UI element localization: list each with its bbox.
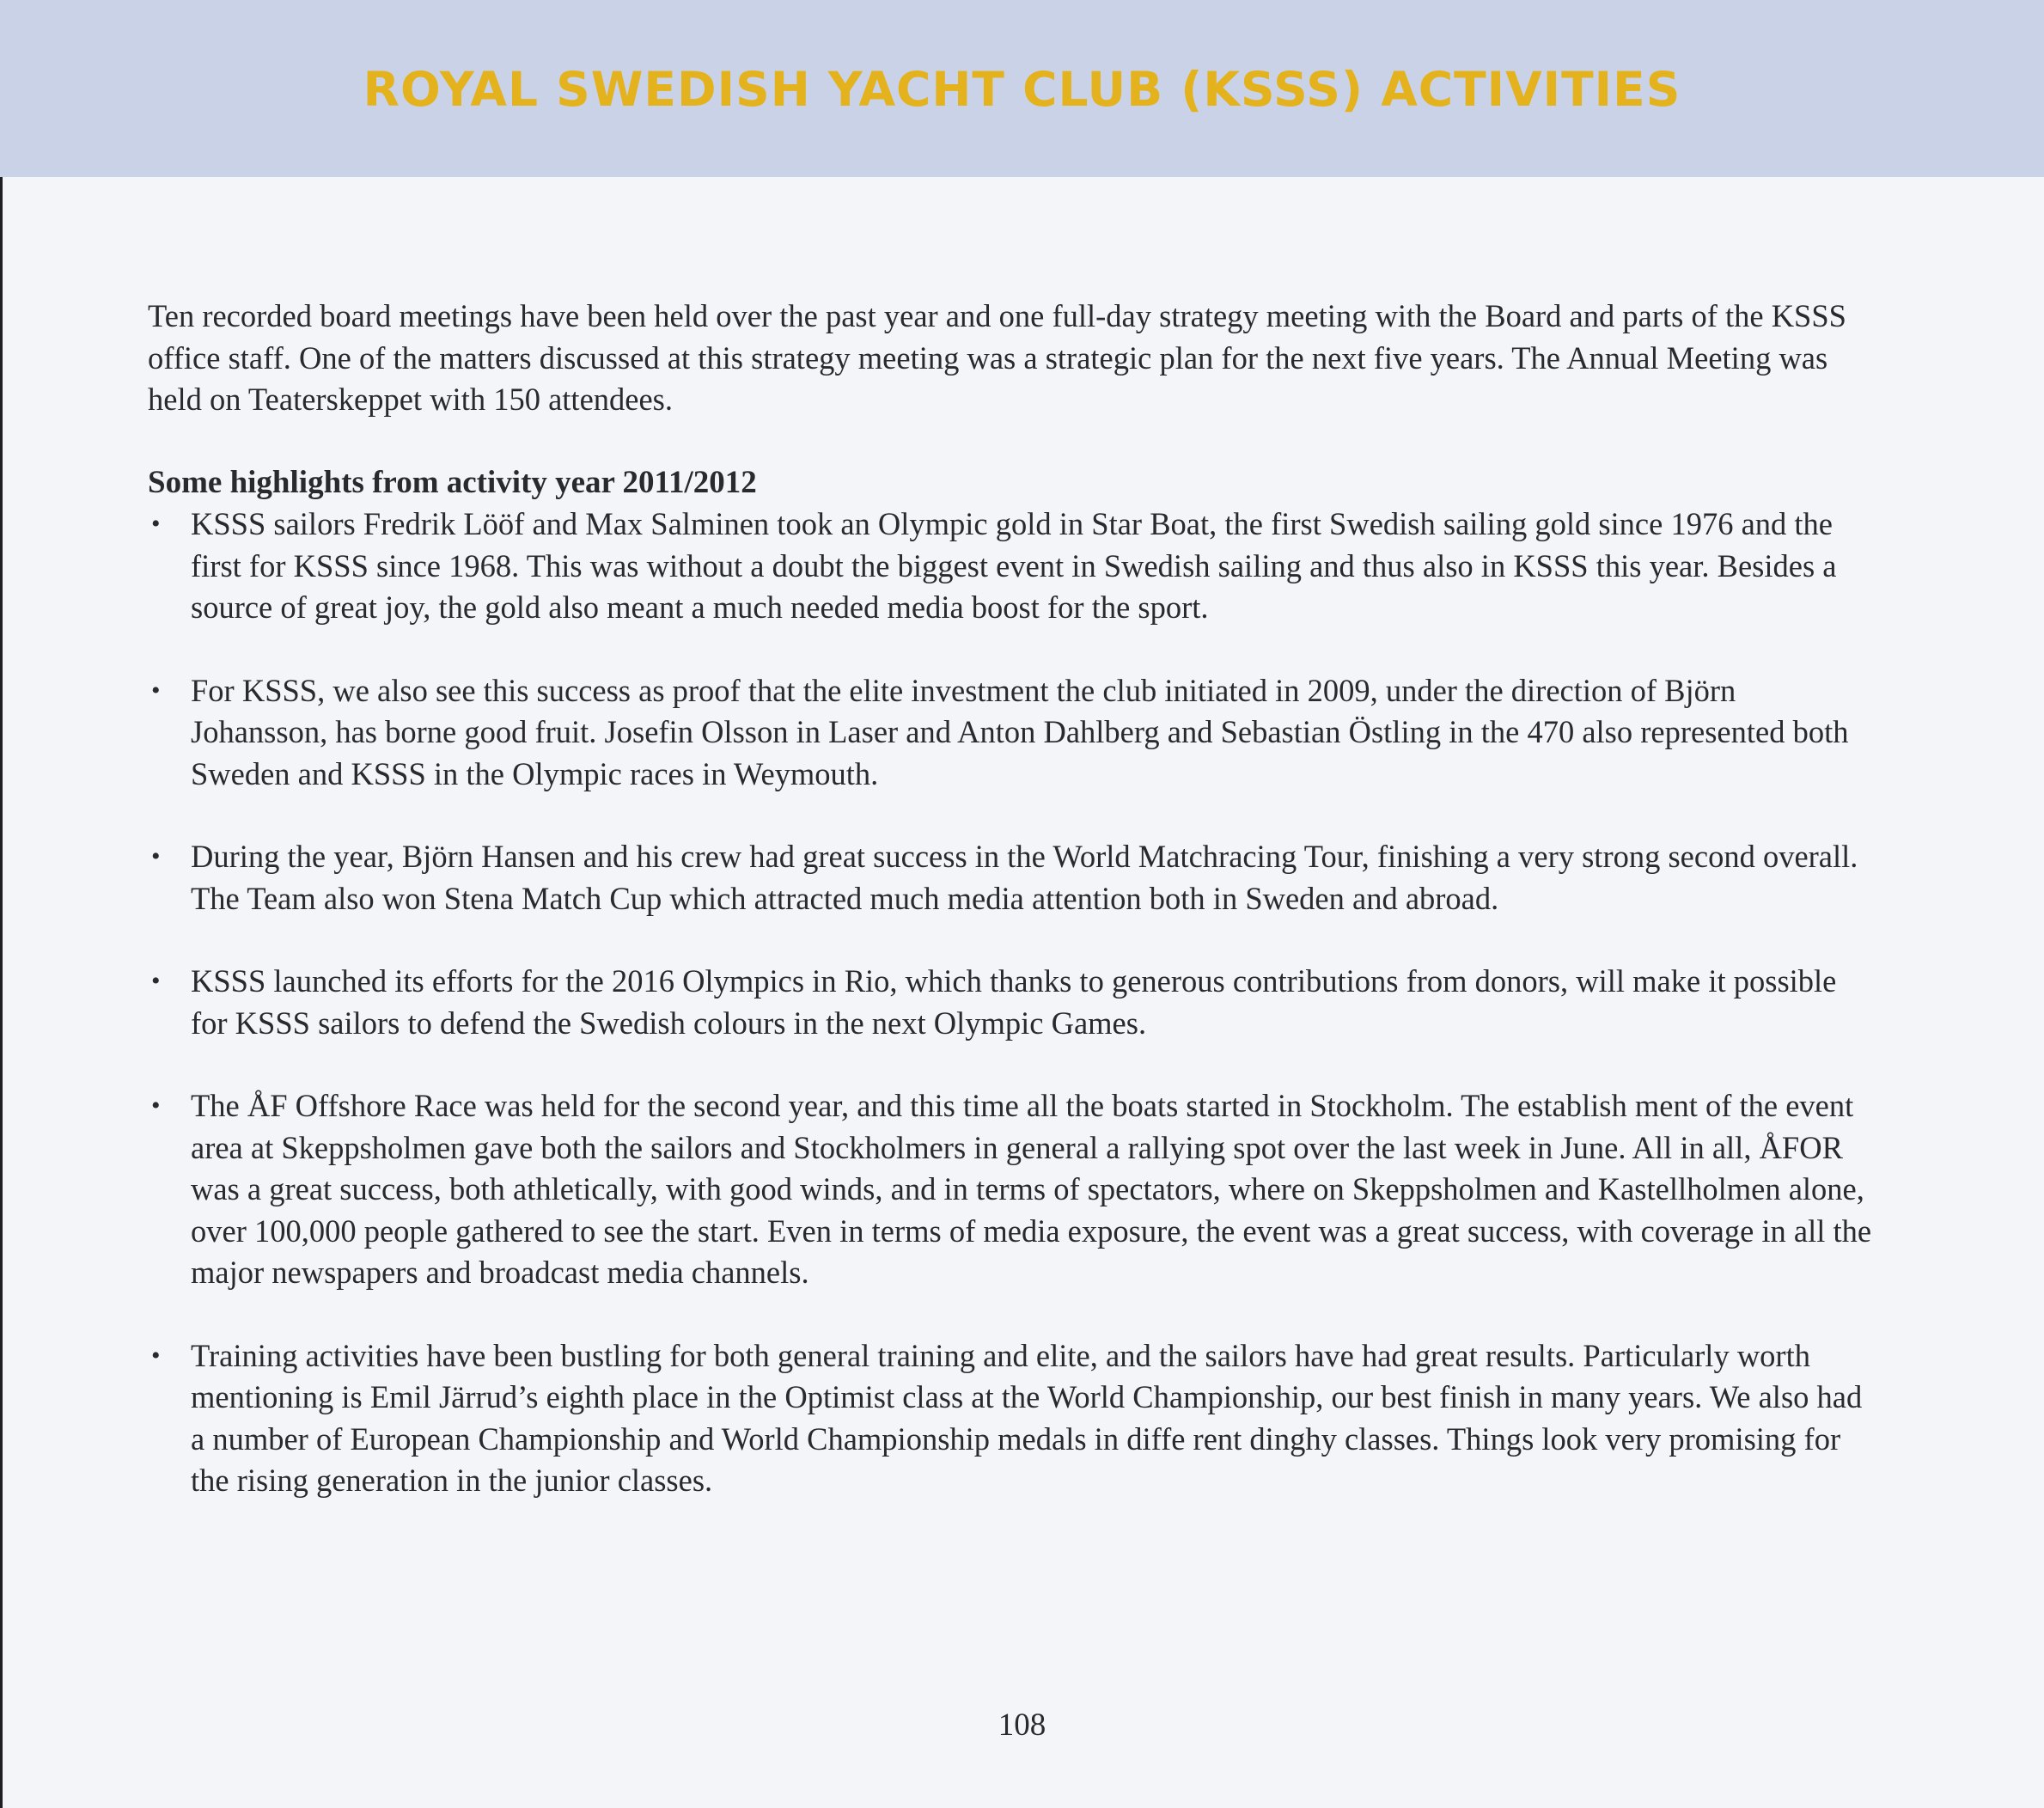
page-edge — [0, 0, 3, 1808]
page-title: ROYAL SWEDISH YACHT CLUB (KSSS) ACTIVITIES — [363, 62, 1681, 117]
list-item — [148, 1085, 1875, 1294]
bullet-icon: • — [151, 675, 161, 705]
highlights-heading: Some highlights from activity year 2011/2012 — [148, 464, 757, 500]
list-item — [148, 1335, 1875, 1502]
list-item — [148, 670, 1875, 796]
list-item-text: During the year, Björn Hansen and his crew had great success in the World Matchracing Tour, finishing a very strong second overall. The Team also won Stena Match Cup which attracted much media attention both in Sweden and abroad. — [191, 839, 1858, 916]
list-item — [148, 961, 1875, 1044]
bullet-icon: • — [151, 1341, 161, 1370]
bullet-icon: • — [151, 510, 161, 538]
list-item-text: The ÅF Offshore Race was held for the second year, and this time all the boats started in Stockholm. The establish ment of the event area at Skeppsholmen gave both the sailors and Stockholmers in general a rallying spot over the last week in June. All in all, ÅFOR was a great success, both athletically, with good winds, and in terms of spectators, where on Skeppsholmen and Kastellholmen alone, over 100,000 people gathered to see the start. Even in terms of media exposure, the event was a great success, with coverage in all the major newspapers and broadcast media channels. — [191, 1088, 1872, 1290]
list-item-text: KSSS launched its efforts for the 2016 Olympics in Rio, which thanks to generous contributions from donors, will make it possible for KSSS sailors to defend the Swedish colours in the next Olympic Games. — [191, 963, 1837, 1041]
header-band — [0, 0, 2044, 177]
bullet-icon: • — [151, 967, 161, 995]
list-item — [148, 836, 1875, 919]
list-item-text: Training activities have been bustling for both general training and elite, and the sailors have had great results. Particularly worth mentioning is Emil Järrud’s eighth place in the Optimist class at the World Championship, our best finish in many years. We also had a number of European Championship and World Championship medals in diffe rent dinghy classes. Things look very promising for the rising generation in the junior classes. — [191, 1337, 1863, 1498]
page-number: 108 — [998, 1707, 1046, 1743]
bullet-icon: • — [151, 842, 161, 870]
list-item-text: For KSSS, we also see this success as proof that the elite investment the club initiated in 2009, under the direction of Björn Johansson, has borne good fruit. Josefin Olsson in Laser and Anton Dahlberg and Sebastian Östling in the 470 also represented both Sweden and KSSS in the Olympic races in Weymouth. — [191, 672, 1849, 791]
list-item — [148, 504, 1875, 629]
intro-paragraph: Ten recorded board meetings have been held over the past year and one full-day strategy meeting with the Board and parts of the KSSS office staff. One of the matters discussed at this strategy meeting was a strategic plan for the next five years. The Annual Meeting was held on Teaterskeppet with 150 attendees. — [148, 298, 1846, 417]
page-content — [148, 296, 1875, 1502]
highlights-list — [148, 504, 1875, 1502]
list-item-text: KSSS sailors Fredrik Lööf and Max Salminen took an Olympic gold in Star Boat, the first Swedish sailing gold since 1976 and the first for KSSS since 1968. This was without a doubt the biggest event in Swedish sailing and thus also in KSSS this year. Besides a source of great joy, the gold also meant a much needed media boost for the sport. — [191, 506, 1837, 625]
bullet-icon: • — [151, 1091, 161, 1120]
